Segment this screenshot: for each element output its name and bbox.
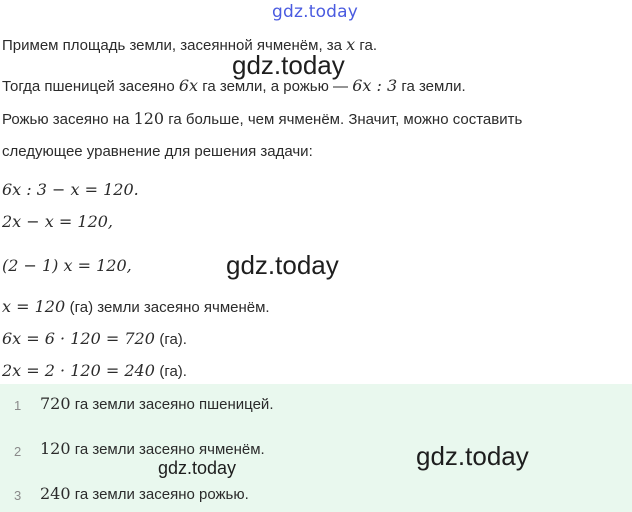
- answer-item: [40, 439, 265, 458]
- intro-line-3: [2, 109, 522, 128]
- answer-number: 2: [14, 444, 22, 459]
- answer-number: 3: [14, 488, 22, 503]
- answer-text: га земли засеяно пшеницей.: [74, 396, 274, 413]
- equation-5-text: (га).: [159, 331, 187, 348]
- equation-5: [2, 329, 187, 349]
- answer-number: 1: [14, 398, 22, 413]
- watermark: gdz.today: [226, 250, 339, 280]
- equation-4-text: (га) земли засеяно ячменём.: [69, 299, 270, 316]
- intro-line-2: [2, 76, 466, 95]
- answer-value: 240: [40, 484, 71, 503]
- answer-item: [40, 484, 249, 503]
- intro-line-4: следующее уравнение для решения задачи:: [2, 143, 313, 160]
- wheat-text: Тогда пшеницей засеяно: [2, 78, 175, 95]
- rye-expr: 6x : 3: [352, 76, 398, 95]
- equation-6-text: (га).: [159, 363, 187, 380]
- variable-x: x: [346, 35, 356, 54]
- land-text: га земли.: [401, 78, 466, 95]
- watermark: gdz.today: [416, 441, 529, 471]
- unit-ha: га.: [359, 37, 378, 54]
- rye-text: га земли, а рожью —: [202, 78, 349, 95]
- answer-text: га земли засеяно рожью.: [74, 486, 249, 503]
- answer-text: га земли засеяно ячменём.: [74, 441, 265, 458]
- answer-value: 720: [40, 394, 71, 413]
- watermark: gdz.today: [232, 50, 345, 80]
- answer-block: [0, 384, 632, 512]
- equation-3: (2 − 1) x = 120,: [2, 256, 132, 275]
- equation-1: 6x : 3 − x = 120.: [2, 180, 139, 199]
- wheat-expr: 6x: [178, 76, 199, 95]
- watermark-top: gdz.today: [272, 2, 359, 22]
- equation-4: [2, 297, 270, 317]
- equation-4-expr: x = 120: [2, 297, 66, 316]
- equation-intro-text: га больше, чем ячменём. Значит, можно составить: [168, 111, 523, 128]
- equation-6-expr: 2x = 2 · 120 = 240: [2, 361, 155, 380]
- rye-more-text: Рожью засеяно на: [2, 111, 130, 128]
- difference-number: 120: [133, 109, 165, 128]
- answer-item: [40, 394, 273, 413]
- equation-6: [2, 361, 187, 381]
- answer-value: 120: [40, 439, 71, 458]
- intro-text: Примем площадь земли, засеянной ячменём, за: [2, 37, 342, 54]
- equation-5-expr: 6x = 6 · 120 = 720: [2, 329, 155, 348]
- watermark: gdz.today: [158, 458, 237, 478]
- equation-2: 2x − x = 120,: [2, 212, 114, 231]
